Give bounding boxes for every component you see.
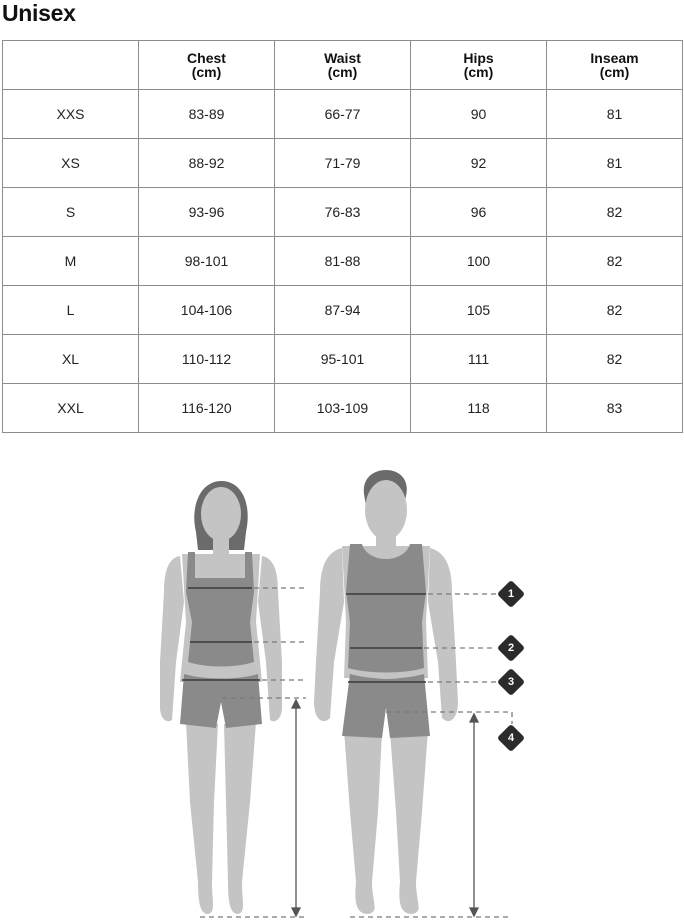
man-left-arm [314, 548, 344, 721]
chest-cell: 93-96 [139, 188, 275, 237]
man-right-arm [428, 548, 458, 721]
man-silhouette [314, 470, 458, 914]
arrow-head-icon [470, 714, 478, 722]
measurement-figure [0, 462, 684, 923]
man-left-leg [344, 730, 382, 914]
woman-left-leg [186, 722, 218, 914]
header-name: Hips [463, 50, 494, 66]
size-cell: XS [3, 139, 139, 188]
inseam-cell: 82 [547, 335, 683, 384]
header-unit: (cm) [599, 64, 630, 80]
inseam-cell: 82 [547, 188, 683, 237]
header-cell-inseam [547, 41, 683, 90]
man-head [365, 480, 407, 540]
table-row [3, 384, 683, 433]
table-row [3, 286, 683, 335]
inseam-cell: 82 [547, 237, 683, 286]
hips-cell: 92 [411, 139, 547, 188]
hips-cell: 96 [411, 188, 547, 237]
inseam-cell: 82 [547, 286, 683, 335]
header-cell-waist [275, 41, 411, 90]
marker-3 [497, 668, 525, 696]
waist-cell: 66-77 [275, 90, 411, 139]
hips-cell: 100 [411, 237, 547, 286]
marker-2 [497, 634, 525, 662]
marker-label: 1 [507, 588, 515, 600]
hips-cell: 90 [411, 90, 547, 139]
man-shorts [342, 674, 430, 738]
header-name: Inseam [590, 50, 639, 66]
chest-cell: 88-92 [139, 139, 275, 188]
waist-cell: 87-94 [275, 286, 411, 335]
waist-cell: 81-88 [275, 237, 411, 286]
inseam-cell: 81 [547, 139, 683, 188]
header-unit: (cm) [191, 64, 222, 80]
header-name: Chest [187, 50, 226, 66]
woman-right-leg [224, 722, 256, 914]
marker-4 [497, 724, 525, 752]
woman-silhouette [160, 481, 282, 914]
size-chart-table [2, 40, 683, 433]
inseam-arrows [292, 700, 478, 916]
arrow-head-icon [292, 700, 300, 708]
marker-1 [497, 580, 525, 608]
header-cell-size [3, 41, 139, 90]
table-row [3, 188, 683, 237]
marker-label: 4 [507, 732, 515, 744]
hips-cell: 105 [411, 286, 547, 335]
chest-cell: 116-120 [139, 384, 275, 433]
arrow-head-icon [292, 908, 300, 916]
waist-cell: 103-109 [275, 384, 411, 433]
table-row [3, 335, 683, 384]
man-right-leg [390, 730, 428, 914]
chest-cell: 104-106 [139, 286, 275, 335]
chest-cell: 83-89 [139, 90, 275, 139]
man-tank-top [346, 544, 426, 673]
marker-label: 3 [507, 676, 515, 688]
woman-right-arm [258, 556, 282, 721]
waist-cell: 71-79 [275, 139, 411, 188]
page-title: Unisex [2, 0, 76, 26]
inseam-cell: 81 [547, 90, 683, 139]
woman-neck [213, 536, 229, 554]
chest-cell: 98-101 [139, 237, 275, 286]
size-cell: M [3, 237, 139, 286]
waist-cell: 95-101 [275, 335, 411, 384]
header-unit: (cm) [463, 64, 494, 80]
size-cell: S [3, 188, 139, 237]
header-unit: (cm) [327, 64, 358, 80]
woman-shorts [180, 674, 262, 728]
size-cell: XL [3, 335, 139, 384]
size-cell: L [3, 286, 139, 335]
table-row [3, 90, 683, 139]
size-cell: XXL [3, 384, 139, 433]
header-cell-chest [139, 41, 275, 90]
hips-cell: 111 [411, 335, 547, 384]
table-row [3, 237, 683, 286]
size-cell: XXS [3, 90, 139, 139]
table-header-row [3, 41, 683, 90]
woman-head [201, 487, 241, 541]
arrow-head-icon [470, 908, 478, 916]
chest-cell: 110-112 [139, 335, 275, 384]
marker-label: 2 [507, 642, 515, 654]
inseam-cell: 83 [547, 384, 683, 433]
table-row [3, 139, 683, 188]
header-cell-hips [411, 41, 547, 90]
woman-left-arm [160, 556, 184, 721]
hips-cell: 118 [411, 384, 547, 433]
header-name: Waist [324, 50, 361, 66]
waist-cell: 76-83 [275, 188, 411, 237]
